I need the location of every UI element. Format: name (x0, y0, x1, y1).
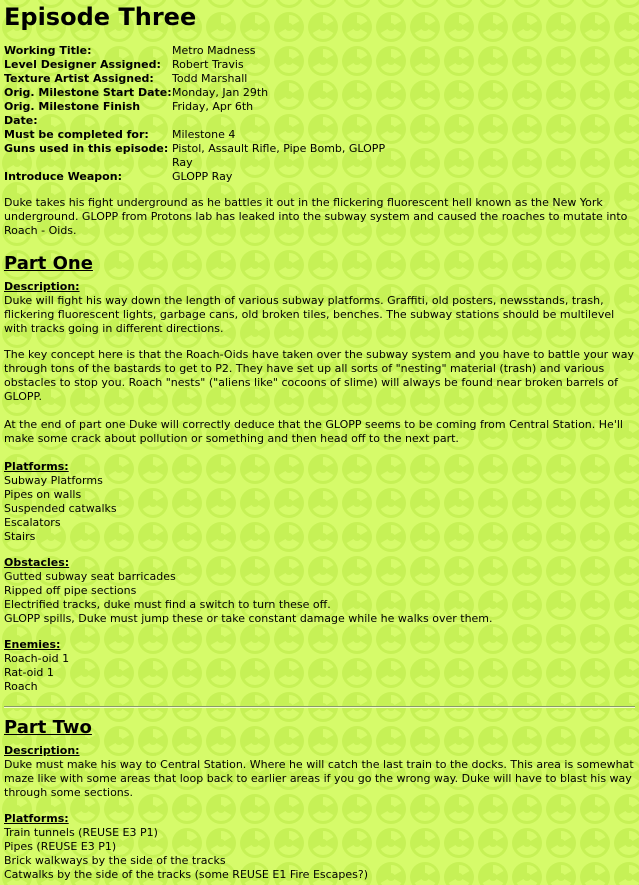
meta-value: GLOPP Ray (172, 170, 233, 183)
description-label: Description: (4, 744, 80, 757)
meta-value: Monday, Jan 29th (172, 86, 269, 99)
meta-value: Friday, Apr 6th (172, 100, 254, 113)
meta-row (4, 142, 392, 170)
list-item: Suspended catwalks (4, 502, 117, 515)
meta-key: Introduce Weapon: (4, 170, 122, 183)
obstacles-label: Obstacles: (4, 556, 70, 569)
platforms-label: Platforms: (4, 460, 69, 473)
part-two-title: Part Two (4, 717, 92, 738)
part-one-paragraph-2: The key concept here is that the Roach-Oids have taken over the subway system and you have to battle your way through tons of the bastards to get to P2. They have set up all sorts of "nesting" material (trash) and various obstacles to stop you. Roach "nests" ("aliens like" cocoons of slime) will always be found near broken barrels of GLOPP. (4, 348, 634, 403)
list-item: Ripped off pipe sections (4, 584, 137, 597)
part-two-platforms (4, 812, 635, 882)
meta-row (4, 44, 392, 58)
part-one-title: Part One (4, 253, 93, 274)
meta-row (4, 170, 392, 184)
list-item: Gutted subway seat barricades (4, 570, 176, 583)
part-one-obstacles (4, 556, 635, 626)
episode-meta-table (4, 44, 392, 184)
list-item: Roach (4, 680, 38, 693)
list-item: Stairs (4, 530, 36, 543)
part-one-enemies (4, 638, 635, 694)
meta-key: Texture Artist Assigned: (4, 72, 154, 85)
meta-key: Orig. Milestone Finish Date: (4, 100, 141, 127)
episode-intro: Duke takes his fight underground as he battles it out in the flickering fluorescent hell known as the New York underground. GLOPP from Protons lab has leaked into the subway system and caused the roaches to mutate into Roach - Oids. (4, 196, 628, 237)
episode-title: Episode Three (4, 3, 197, 31)
list-item: Roach-oid 1 (4, 652, 70, 665)
meta-key: Guns used in this episode: (4, 142, 169, 155)
meta-value: Todd Marshall (172, 72, 248, 85)
meta-value: Pistol, Assault Rifle, Pipe Bomb, GLOPP Ray (172, 142, 386, 169)
list-item: Escalators (4, 516, 61, 529)
part-one-paragraph-3: At the end of part one Duke will correctly deduce that the GLOPP seems to be coming from Central Station. He'll make some crack about pollution or something and then head off to the next part. (4, 418, 623, 445)
list-item: Rat-oid 1 (4, 666, 54, 679)
meta-key: Must be completed for: (4, 128, 149, 141)
list-item: GLOPP spills, Duke must jump these or take constant damage while he walks over them. (4, 612, 493, 625)
meta-value: Milestone 4 (172, 128, 236, 141)
enemies-label: Enemies: (4, 638, 61, 651)
meta-key: Level Designer Assigned: (4, 58, 161, 71)
list-item: Pipes on walls (4, 488, 82, 501)
list-item: Catwalks by the side of the tracks (some REUSE E1 Fire Escapes?) (4, 868, 369, 881)
meta-row (4, 100, 392, 128)
description-text: Duke will fight his way down the length of various subway platforms. Graffiti, old posters, newsstands, trash, flickering fluorescent lights, garbage cans, old broken tiles, benches. The subway stations should be multilevel with tracks going in different directions. (4, 294, 615, 335)
list-item: Pipes (REUSE E3 P1) (4, 840, 117, 853)
part-two-description (4, 744, 635, 800)
list-item: Subway Platforms (4, 474, 103, 487)
meta-value: Robert Travis (172, 58, 244, 71)
meta-value: Metro Madness (172, 44, 256, 57)
meta-key: Orig. Milestone Start Date: (4, 86, 172, 99)
part-one-platforms (4, 460, 635, 544)
meta-row (4, 86, 392, 100)
description-label: Description: (4, 280, 80, 293)
meta-row (4, 72, 392, 86)
list-item: Brick walkways by the side of the tracks (4, 854, 226, 867)
meta-key: Working Title: (4, 44, 92, 57)
meta-row (4, 128, 392, 142)
part-one-description (4, 280, 635, 336)
list-item: Electrified tracks, duke must find a switch to turn these off. (4, 598, 331, 611)
description-text: Duke must make his way to Central Station. Where he will catch the last train to the docks. This area is somewhat maze like with some areas that loop back to earlier areas if you go the wrong way. Duke will have to blast his way through some sections. (4, 758, 634, 799)
meta-row (4, 58, 392, 72)
list-item: Train tunnels (REUSE E3 P1) (4, 826, 158, 839)
platforms-label: Platforms: (4, 812, 69, 825)
section-divider (4, 706, 635, 708)
